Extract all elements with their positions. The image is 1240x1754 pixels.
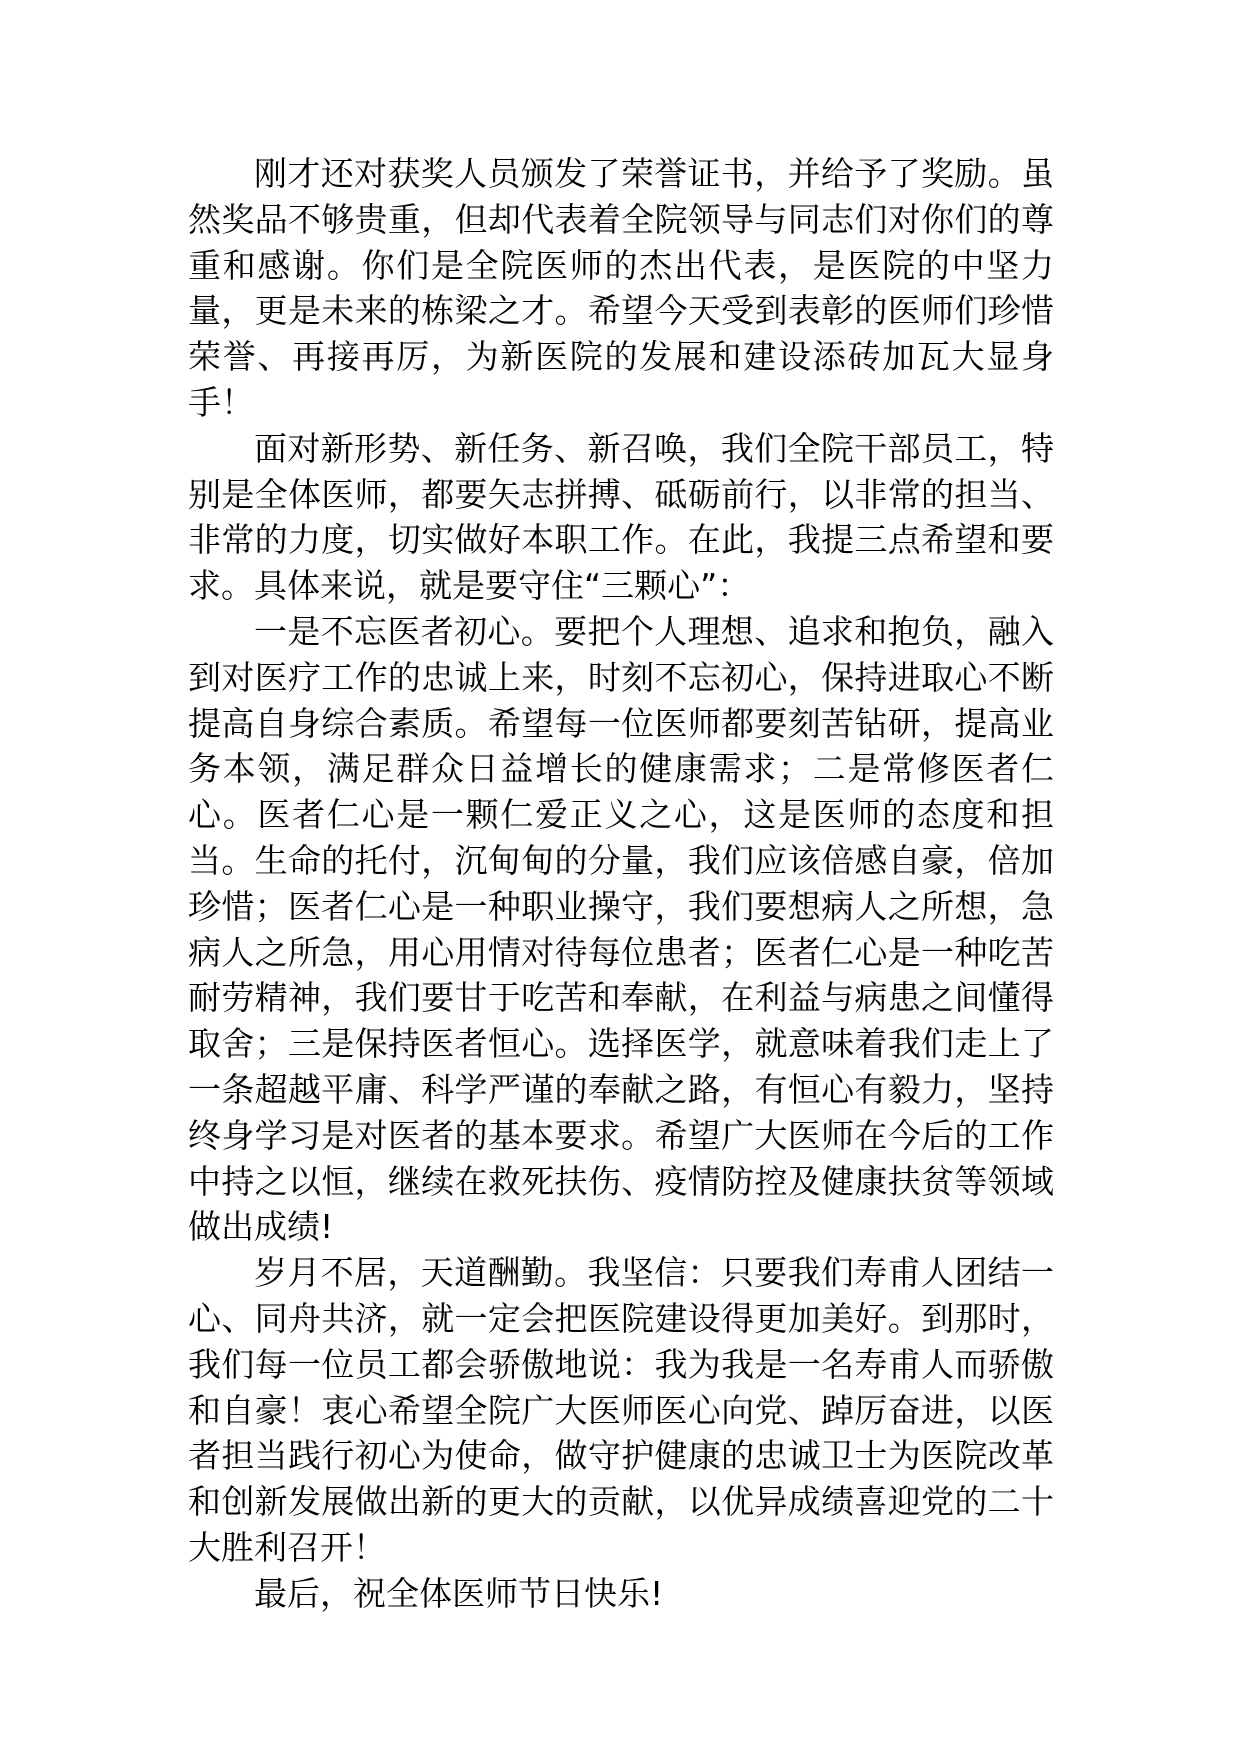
paragraph-awards: 刚才还对获奖人员颁发了荣誉证书，并给予了奖励。虽然奖品不够贵重，但却代表着全院领导与同志们对你们的尊重和感谢。你们是全院医师的杰出代表，是医院的中坚力量，更是未来的栋梁之才。希望今天受到表彰的医师们珍惜荣誉、再接再厉，为新医院的发展和建设添砖加瓦大显身手！ [188,154,1054,422]
paragraph-new-situation: 面对新形势、新任务、新召唤，我们全院干部员工，特别是全体医师，都要矢志拼搏、砥砺前行，以非常的担当、非常的力度，切实做好本职工作。在此，我提三点希望和要求。具体来说，就是要守住“三颗心”： [188,428,1054,606]
paragraph-three-hearts: 一是不忘医者初心。要把个人理想、追求和抱负，融入到对医疗工作的忠诚上来，时刻不忘初心，保持进取心不断提高自身综合素质。希望每一位医师都要刻苦钻研，提高业务本领，满足群众日益增长的健康需求；二是常修医者仁心。医者仁心是一颗仁爱正义之心，这是医师的态度和担当。生命的托付，沉甸甸的分量，我们应该倍感自豪，倍加珍惜；医者仁心是一种职业操守，我们要想病人之所想，急病人之所急，用心用情对待每位患者；医者仁心是一种吃苦耐劳精神，我们要甘于吃苦和奉献，在利益与病患之间懂得取舍；三是保持医者恒心。选择医学，就意味着我们走上了一条超越平庸、科学严谨的奉献之路，有恒心有毅力，坚持终身学习是对医者的基本要求。希望广大医师在今后的工作中持之以恒，继续在救死扶伤、疫情防控及健康扶贫等领域做出成绩! [188,611,1054,1247]
paragraph-outlook: 岁月不居，天道酬勤。我坚信：只要我们寿甫人团结一心、同舟共济，就一定会把医院建设得更加美好。到那时，我们每一位员工都会骄傲地说：我为我是一名寿甫人而骄傲和自豪！衷心希望全院广大医师医心向党、踔厉奋进，以医者担当践行初心为使命，做守护健康的忠诚卫士为医院改革和创新发展做出新的更大的贡献，以优异成绩喜迎党的二十大胜利召开！ [188,1253,1054,1567]
paragraph-closing: 最后，祝全体医师节日快乐! [254,1573,664,1613]
document-body [188,151,1054,1617]
